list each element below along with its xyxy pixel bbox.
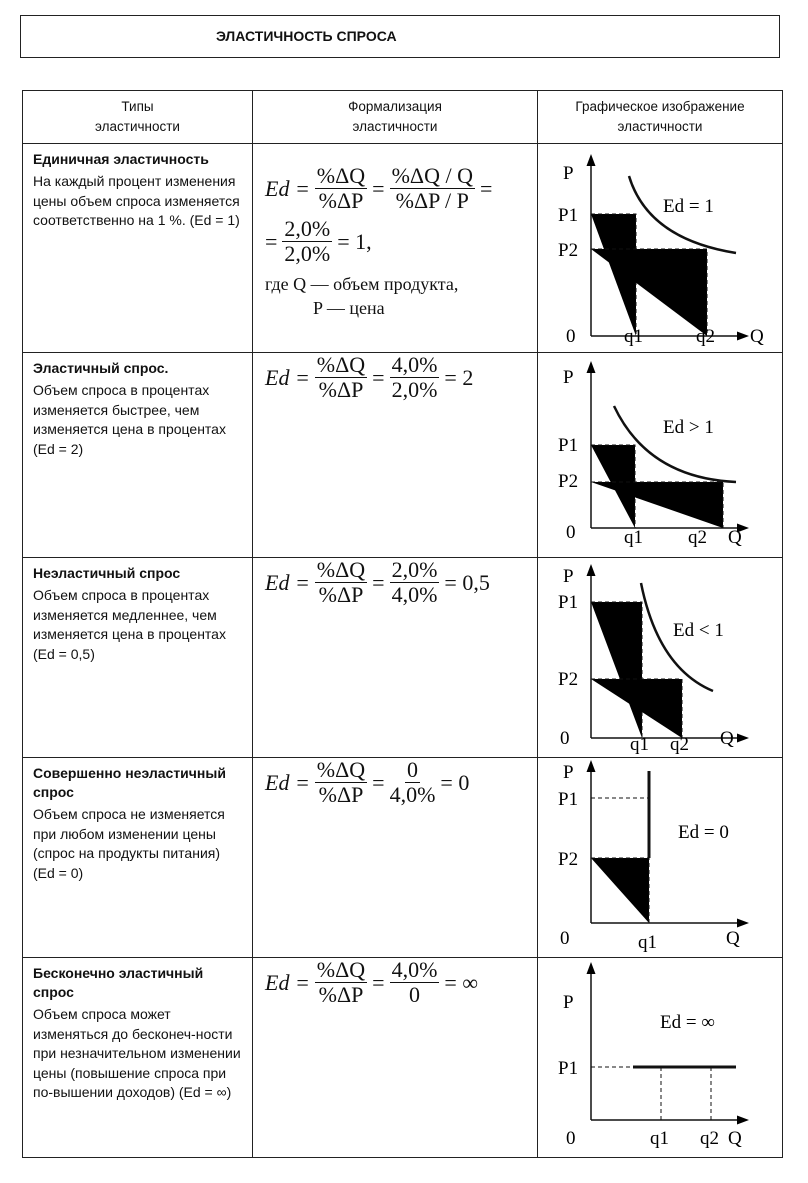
svg-text:q1: q1 [624,527,643,548]
graph-inelastic [538,558,783,758]
svg-text:Q: Q [720,728,734,749]
row-formula: Ed = $\frac{\%\Delta Q}{\%\Delta P}$ = $\frac{0}{4,0\%}$ = 0 [253,758,538,958]
row-formula: Ed = $\frac{\%\Delta Q}{\%\Delta P}$ = $\frac{4,0\%}{2,0\%}$ = 2 [253,353,538,558]
page-title: ЭЛАСТИЧНОСТЬ СПРОСА [216,28,397,44]
svg-text:P1: P1 [558,435,579,456]
svg-text:Ed < 1: Ed < 1 [673,620,724,641]
svg-text:q2: q2 [670,734,689,755]
svg-text:P: P [563,762,574,783]
graph-perfectly-inelastic [538,758,783,958]
svg-text:Ed > 1: Ed > 1 [663,417,714,438]
graph-elastic [538,353,783,558]
row-formula: Ed = $\frac{\%\Delta Q}{\%\Delta P}$ = $\frac{4,0\%}{0}$ = ∞ [253,958,538,1158]
svg-text:0: 0 [560,928,570,949]
svg-text:P2: P2 [558,240,579,261]
svg-text:Q: Q [728,527,742,548]
svg-text:Q: Q [750,326,764,347]
row-desc: Совершенно неэластичный спрос Объем спроса не изменяется при любом изменении цены (спрос на продукты питания) (Ed = 0) [23,758,253,958]
row-desc: Эластичный спрос. Объем спроса в процентах изменяется быстрее, чем изменяется цена в процентах (Ed = 2) [23,353,253,558]
svg-text:0: 0 [566,326,576,347]
svg-text:q1: q1 [650,1128,669,1149]
svg-text:q2: q2 [700,1128,719,1149]
elasticity-table [22,90,783,1158]
row-desc: Бесконечно эластичный спрос Объем спроса может изменяться до бесконеч-ности при незначительном изменении цены (повышение спроса при по-вышении доходов) (Ed = ∞) [23,958,253,1158]
svg-text:Q: Q [728,1128,742,1149]
row-desc: Неэластичный спрос Объем спроса в процентах изменяется медленнее, чем изменяется цена в процентах (Ed = 0,5) [23,558,253,758]
svg-text:P2: P2 [558,471,579,492]
svg-text:P1: P1 [558,205,579,226]
svg-text:q1: q1 [638,932,657,953]
svg-text:P: P [563,163,574,184]
row-formula: Ed = $\frac{\%\Delta Q}{\%\Delta P}$ = %ΔQ / Q %ΔP / P = = $\frac{2,0\%}{2,0\%}$ = 1, где Q — объем продукта, P — цена [253,144,538,353]
svg-text:Ed = 0: Ed = 0 [678,822,729,843]
svg-text:P: P [563,992,574,1013]
svg-text:q1: q1 [624,326,643,347]
header-types: Типы эластичности [23,91,253,144]
svg-text:P2: P2 [558,849,579,870]
svg-text:Q: Q [726,928,740,949]
svg-text:P1: P1 [558,592,579,613]
graph-perfectly-elastic [538,958,783,1158]
header-formula: Формализация эластичности [253,91,538,144]
svg-text:0: 0 [560,728,570,749]
row-formula: Ed = $\frac{\%\Delta Q}{\%\Delta P}$ = $\frac{2,0\%}{4,0\%}$ = 0,5 [253,558,538,758]
svg-text:Ed = ∞: Ed = ∞ [660,1012,715,1033]
svg-text:P1: P1 [558,789,579,810]
svg-text:P: P [563,566,574,587]
svg-text:P2: P2 [558,669,579,690]
header-graph: Графическое изображение эластичности [538,91,783,144]
svg-text:q2: q2 [688,527,707,548]
svg-text:Ed = 1: Ed = 1 [663,196,714,217]
svg-text:0: 0 [566,1128,576,1149]
row-desc: Единичная эластичность На каждый процент изменения цены объем спроса изменяется соответственно на 1 %. (Ed = 1) [23,144,253,353]
svg-text:q2: q2 [696,326,715,347]
title-box [20,15,780,58]
svg-text:P1: P1 [558,1058,579,1079]
svg-text:0: 0 [566,522,576,543]
svg-text:P: P [563,367,574,388]
svg-text:q1: q1 [630,734,649,755]
graph-unit [538,144,783,353]
